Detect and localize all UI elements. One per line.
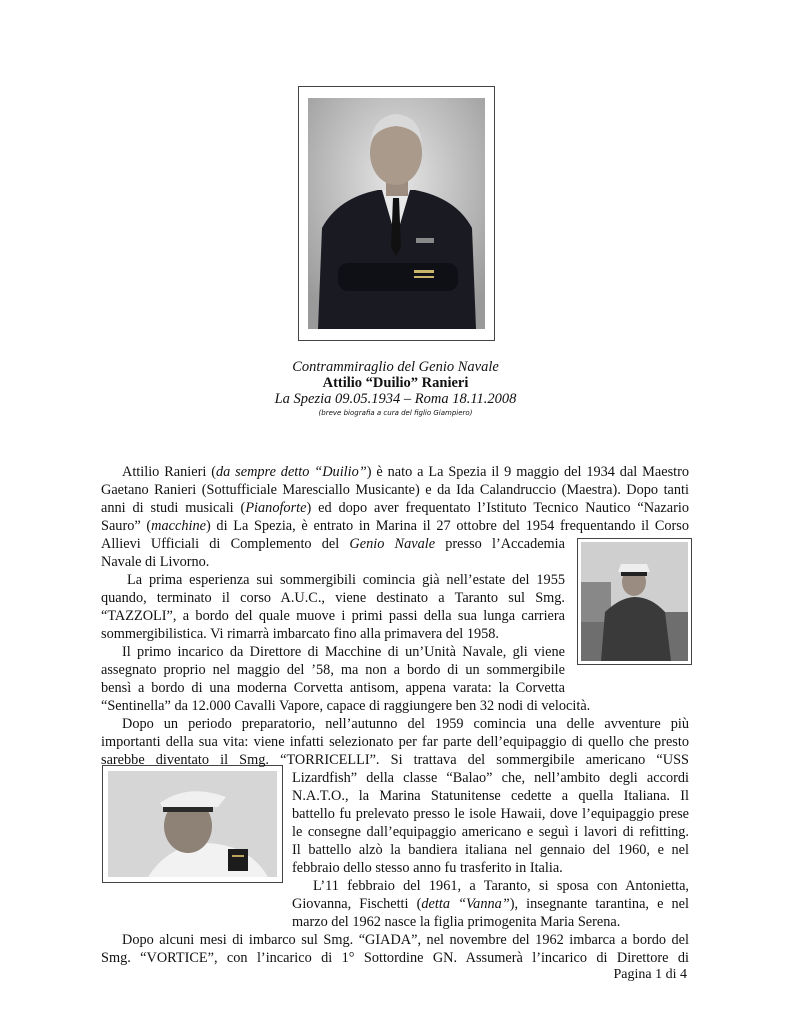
body-line-4	[101, 518, 689, 535]
body-line-27: Dopo alcuni mesi di imbarco sul Smg. “GIADA”, nel novembre del 1962 imbarca a bordo del	[122, 932, 689, 948]
body-line-14: “Sentinella” da 12.000 Cavalli Vapore, capace di raggiungere ben 32 nodi di velocità.	[101, 698, 591, 714]
body-line-11: Il primo incarico da Direttore di Macchine di un’Unità Navale, gli viene	[122, 644, 565, 660]
body-line-8: quando, terminato il corso A.U.C., viene destinato a Taranto sul Smg.	[101, 590, 565, 606]
body-line-6: Navale di Livorno.	[101, 554, 210, 570]
body-line-24: L’11 febbraio del 1961, a Taranto, si sposa con Antonietta,	[313, 878, 689, 894]
deck-photo-frame	[577, 538, 692, 665]
caption-note: (breve biografia a cura del figlio Giampiero)	[318, 409, 473, 417]
body-line-17: sarebbe diventato il Smg. “TORRICELLI”. Si trattava del sommergibile americano “USS	[101, 752, 689, 768]
body-text: ) ed dopo aver frequentato l’Istituto Tecnico Nautico “Nazario	[306, 500, 689, 516]
body-line-22: Il battello alzò la bandiera italiana nel gennaio del 1960, e nel	[292, 842, 689, 858]
body-text-italic: da sempre detto “Duilio”	[215, 464, 367, 480]
body-line-2: Gaetano Ranieri (Sottufficiale Maresciallo Musicante) e da Ida Calandruccio (Maestra). Dopo tanti	[101, 482, 689, 498]
caption-name: Attilio “Duilio” Ranieri	[322, 375, 469, 391]
smiling-photo-image	[108, 771, 277, 877]
body-line-28: Smg. “VORTICE”, con l’incarico di 1° Sottordine GN. Assumerà l’incarico di Direttore di	[101, 950, 689, 966]
body-line-20: battello fu prelevato presso le isole Hawaii, dove l’equipaggio prese	[292, 806, 689, 822]
body-line-23: febbraio dello stesso anno fu trasferito in Italia.	[292, 860, 563, 876]
body-line-5	[101, 536, 565, 553]
body-text-italic: macchine	[151, 518, 206, 534]
body-line-3	[101, 500, 689, 517]
portrait-photo	[308, 98, 485, 329]
body-line-25	[292, 896, 689, 913]
body-text: Attilio Ranieri (	[122, 464, 216, 480]
body-text: presso l’Accademia	[435, 536, 565, 552]
body-line-21: le consegne dall’equipaggio americano e seguì i lavori di refitting.	[292, 824, 689, 840]
body-text: ) è nato a La Spezia il 9 maggio del 1934 dal Maestro	[366, 464, 689, 480]
portrait-photo-frame	[298, 86, 495, 341]
body-text-italic: detta “Vanna”	[421, 896, 510, 912]
body-line-10: sommergibilistica. Vi rimarrà imbarcato fino alla primavera del 1958.	[101, 626, 500, 642]
body-text-italic: Pianoforte	[245, 500, 307, 516]
body-text: Giovanna, Fischetti (	[292, 896, 422, 912]
body-text-italic: Genio Navale	[349, 536, 436, 552]
body-line-12: assegnato proprio nel maggio del ’58, ma non a bordo di un sommergibile	[101, 662, 565, 678]
deck-photo	[581, 542, 688, 661]
page-number: Pagina 1 di 4	[613, 967, 687, 982]
body-line-16: importanti della sua vita: viene infatti selezionato per far parte dell’equipaggio di quello che presto	[101, 734, 689, 750]
body-text: anni di studi musicali (	[101, 500, 246, 516]
body-line-19: N.A.T.O., la Marina Statunitense cedette a quella Italiana. Il	[292, 788, 689, 804]
body-text: ) di La Spezia, è entrato in Marina il 27 ottobre del 1954 frequentando il Corso	[205, 518, 689, 534]
body-line-1	[122, 464, 689, 481]
body-line-26: marzo del 1962 nasce la figlia primogenita Maria Serena.	[292, 914, 621, 930]
portrait-photo-image	[308, 98, 485, 329]
deck-photo-image	[581, 542, 688, 661]
body-line-13: bensì a bordo di una moderna Corvetta antisom, appena varata: la Corvetta	[101, 680, 565, 696]
body-line-15: Dopo un periodo preparatorio, nell’autunno del 1959 comincia una delle avventure più	[122, 716, 689, 732]
body-text: ), insegnante tarantina, e nel	[509, 896, 689, 912]
smiling-photo-frame	[102, 765, 283, 883]
body-line-9: “TAZZOLI”, a bordo del quale muove i primi passi della sua lunga carriera	[101, 608, 565, 624]
body-line-7: La prima esperienza sui sommergibili comincia già nell’estate del 1955	[127, 572, 565, 588]
smiling-photo	[108, 771, 277, 877]
body-text: Sauro” (	[101, 518, 152, 534]
body-text: Allievi Ufficiali di Complemento del	[101, 536, 350, 552]
caption-rank: Contrammiraglio del Genio Navale	[292, 359, 499, 375]
body-line-18: Lizardfish” della classe “Balao” che, nell’ambito degli accordi	[292, 770, 689, 786]
caption-dates: La Spezia 09.05.1934 – Roma 18.11.2008	[274, 391, 517, 407]
